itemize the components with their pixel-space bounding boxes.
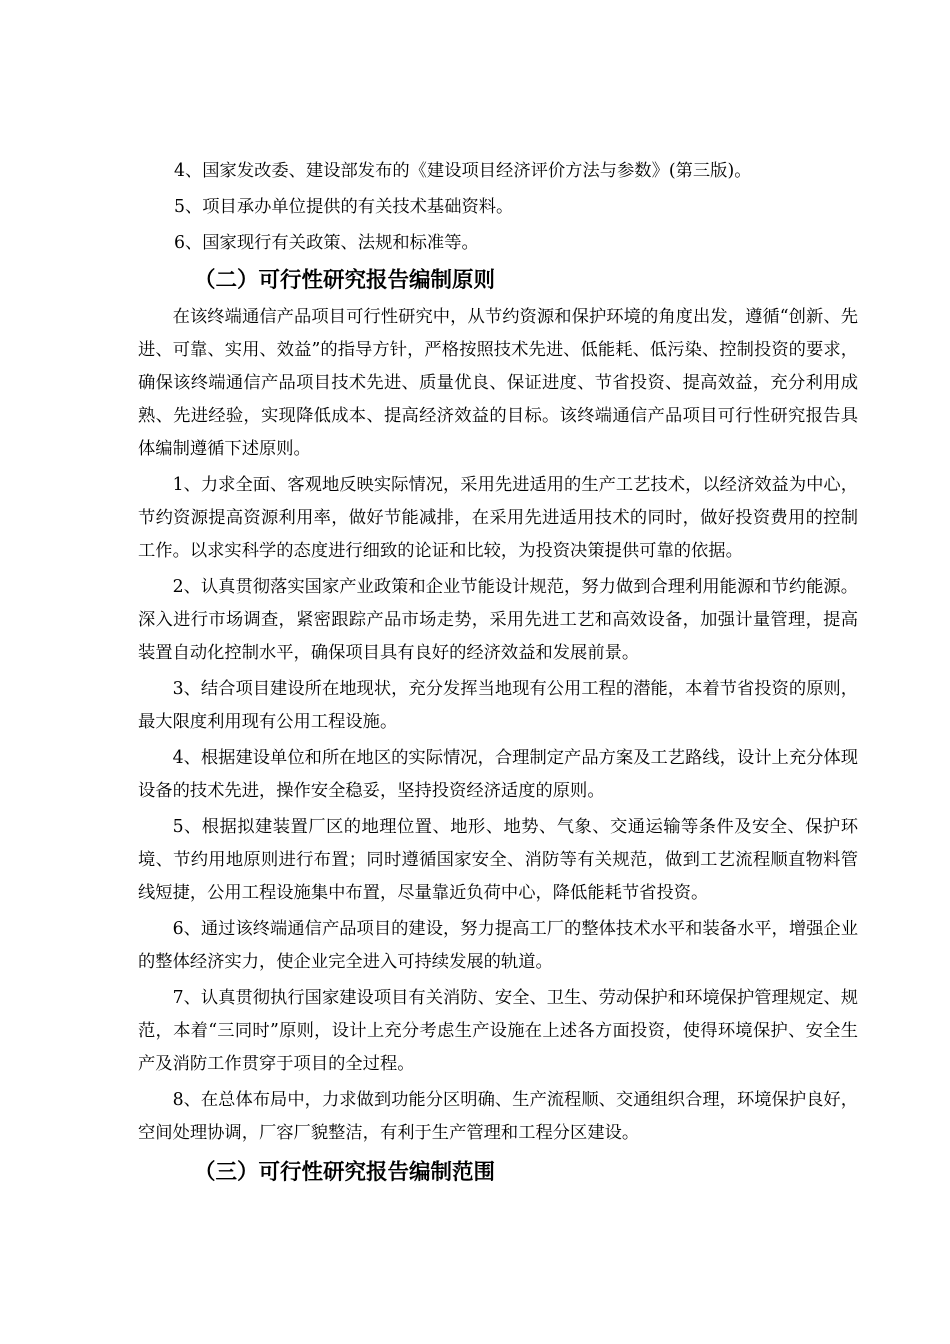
principle-item-6: 6、通过该终端通信产品项目的建设，努力提高工厂的整体技术水平和装备水平，增强企业的整体经济实力，使企业完全进入可持续发展的轨道。 bbox=[138, 919, 858, 972]
principle-item-1: 1、力求全面、客观地反映实际情况，采用先进适用的生产工艺技术，以经济效益为中心，节约资源提高资源利用率，做好节能减排，在采用先进适用技术的同时，做好投资费用的控制工作。以求实科学的态度进行细致的论证和比较，为投资决策提供可靠的依据。 bbox=[138, 475, 858, 561]
principle-item-4: 4、根据建设单位和所在地区的实际情况，合理制定产品方案及工艺路线，设计上充分体现设备的技术先进，操作安全稳妥，坚持投资经济适度的原则。 bbox=[138, 748, 858, 801]
reference-item-4: 4、国家发改委、建设部发布的《建设项目经济评价方法与参数》(第三版)。 bbox=[174, 161, 752, 181]
principles-intro-paragraph: 在该终端通信产品项目可行性研究中，从节约资源和保护环境的角度出发，遵循“创新、先进、可靠、实用、效益”的指导方针，严格按照技术先进、低能耗、低污染、控制投资的要求，确保该终端通信产品项目技术先进、质量优良、保证进度、节省投资、提高效益，充分利用成熟、先进经验，实现降低成本、提高经济效益的目标。该终端通信产品项目可行性研究报告具体编制遵循下述原则。 bbox=[138, 307, 858, 459]
section-heading-principles: （二）可行性研究报告编制原则 bbox=[194, 268, 496, 293]
principle-item-5: 5、根据拟建装置厂区的地理位置、地形、地势、气象、交通运输等条件及安全、保护环境、节约用地原则进行布置；同时遵循国家安全、消防等有关规范，做到工艺流程顺直物料管线短捷，公用工程设施集中布置，尽量靠近负荷中心，降低能耗节省投资。 bbox=[138, 817, 858, 903]
reference-item-6: 6、国家现行有关政策、法规和标准等。 bbox=[174, 233, 479, 253]
principle-item-2: 2、认真贯彻落实国家产业政策和企业节能设计规范，努力做到合理利用能源和节约能源。深入进行市场调查，紧密跟踪产品市场走势，采用先进工艺和高效设备，加强计量管理，提高装置自动化控制水平，确保项目具有良好的经济效益和发展前景。 bbox=[138, 577, 858, 663]
section-heading-scope: （三）可行性研究报告编制范围 bbox=[194, 1160, 496, 1185]
principle-item-3: 3、结合项目建设所在地现状，充分发挥当地现有公用工程的潜能，本着节省投资的原则，最大限度利用现有公用工程设施。 bbox=[138, 679, 858, 732]
reference-item-5: 5、项目承办单位提供的有关技术基础资料。 bbox=[174, 197, 514, 217]
principle-item-8: 8、在总体布局中，力求做到功能分区明确、生产流程顺、交通组织合理，环境保护良好，空间处理协调，厂容厂貌整洁，有利于生产管理和工程分区建设。 bbox=[138, 1090, 858, 1143]
document-body bbox=[138, 155, 858, 1193]
principle-item-7: 7、认真贯彻执行国家建设项目有关消防、安全、卫生、劳动保护和环境保护管理规定、规范，本着“三同时”原则，设计上充分考虑生产设施在上述各方面投资，使得环境保护、安全生产及消防工作贯穿于项目的全过程。 bbox=[138, 988, 858, 1074]
